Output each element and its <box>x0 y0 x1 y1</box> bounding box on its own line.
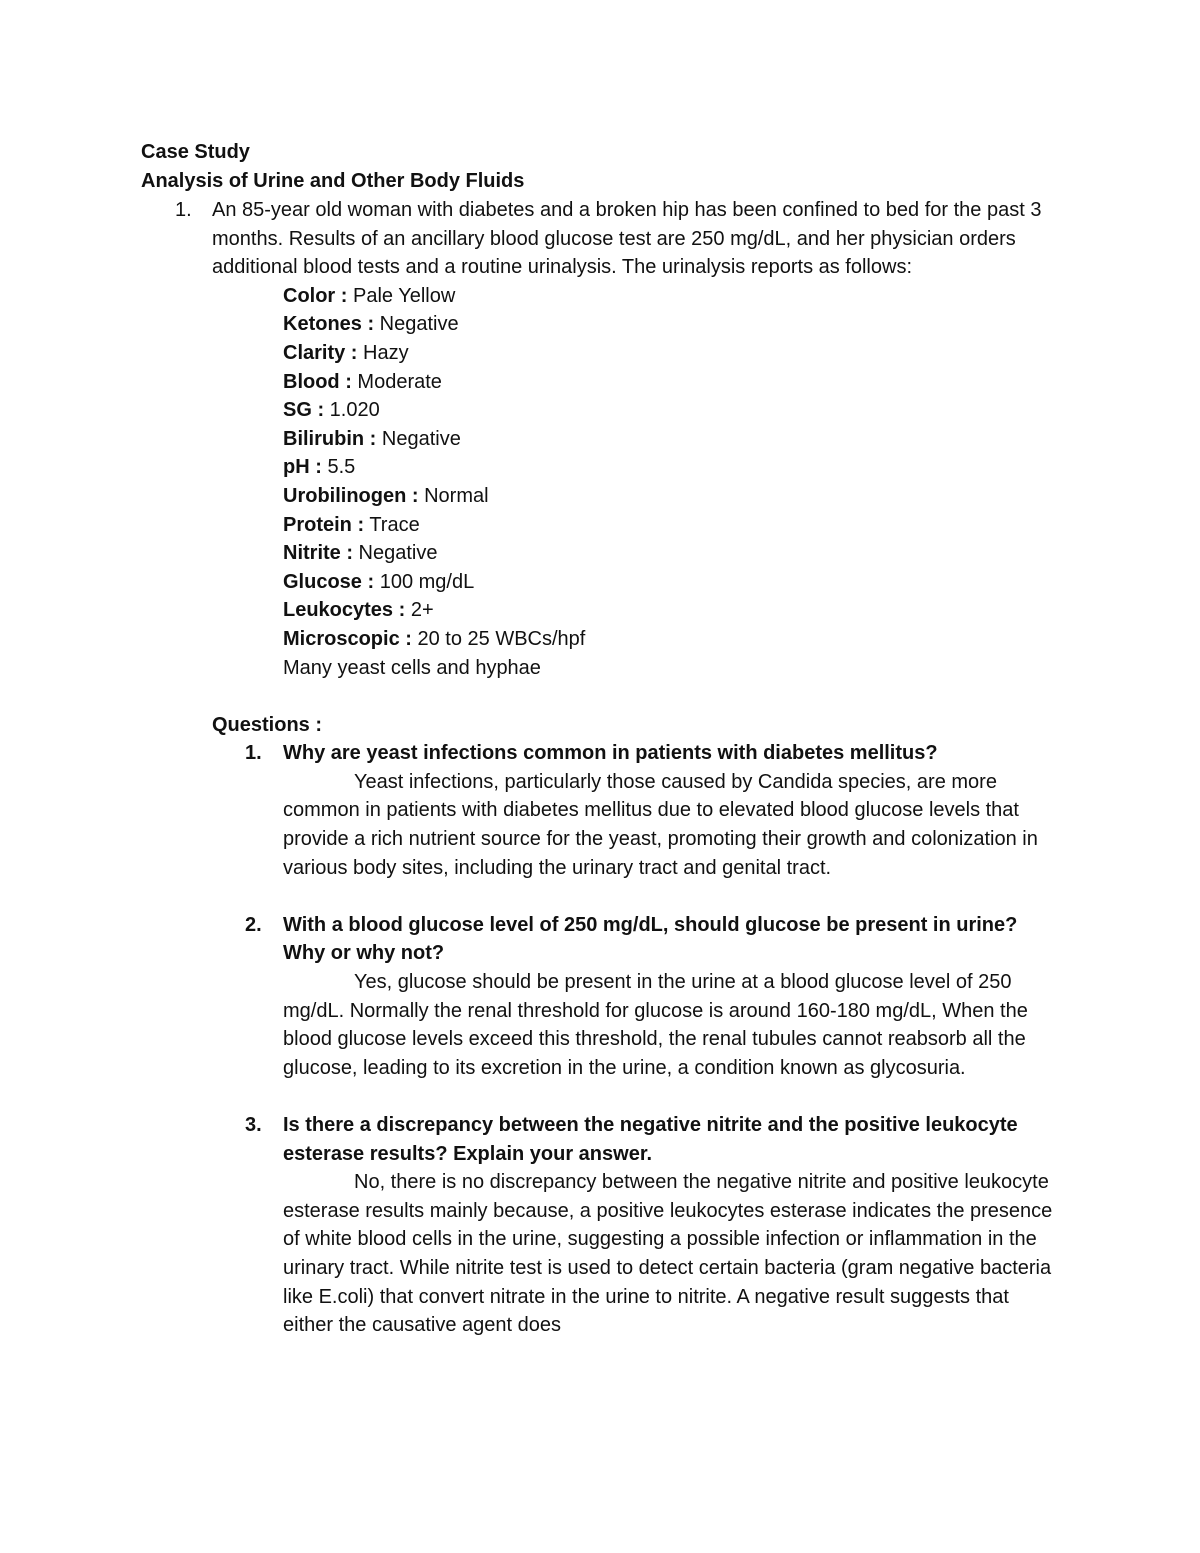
result-label: Glucose : <box>283 570 375 593</box>
results-note: Many yeast cells and hyphae <box>283 656 541 679</box>
result-row <box>283 482 1071 511</box>
question-number: 1. <box>245 742 262 765</box>
result-value: Negative <box>376 427 461 450</box>
result-label: Nitrite : <box>283 542 353 565</box>
result-value: Pale Yellow <box>347 284 456 307</box>
result-value: Negative <box>374 313 459 336</box>
result-value: Hazy <box>357 341 409 364</box>
result-row <box>283 511 1071 540</box>
questions-heading: Questions : <box>212 713 323 736</box>
answer-text: Yes, glucose should be present in the urine at a blood glucose level of 250 mg/dL. Normally the renal threshold for glucose is around 160-180 mg/dL, When the blood glucose levels exceed this threshold, the renal tubules cannot reabsorb all the glucose, leading to its excretion in the urine, a condition known as glycosuria. <box>283 971 1028 1079</box>
result-label: Color : <box>283 284 348 307</box>
result-label: pH : <box>283 456 322 479</box>
answer-text: Yeast infections, particularly those caused by Candida species, are more common in patients with diabetes mellitus due to elevated blood glucose levels that provide a rich nutrient source for the yeast, promoting their growth and colonization in various body sites, including the urinary tract and genital tract. <box>283 770 1038 879</box>
result-row <box>283 539 1071 568</box>
result-row <box>283 310 1071 339</box>
document-subtitle: Analysis of Urine and Other Body Fluids <box>141 170 525 192</box>
result-row <box>283 625 1071 654</box>
result-row <box>283 282 1071 311</box>
result-value: 1.020 <box>324 399 380 422</box>
question-item <box>212 739 1071 882</box>
result-row <box>283 396 1071 425</box>
result-label: Blood : <box>283 370 352 393</box>
question-number: 2. <box>245 913 262 936</box>
result-label: SG : <box>283 399 325 422</box>
questions-section <box>141 711 1071 1340</box>
case-item <box>141 196 1071 282</box>
urinalysis-results <box>141 282 1071 682</box>
case-description: An 85-year old woman with diabetes and a broken hip has been confined to bed for the past 3 months. Results of an ancillary blood glucose test are 250 mg/dL, and her physician orders additional blood tests and a routine urinalysis. The urinalysis reports as follows: <box>212 199 1042 279</box>
result-value: Moderate <box>351 370 442 393</box>
question-text: Is there a discrepancy between the negative nitrite and the positive leukocyte esterase results? Explain your answer. <box>283 1114 1018 1165</box>
document-title: Case Study <box>141 141 250 163</box>
result-row <box>283 339 1071 368</box>
answer-text: No, there is no discrepancy between the negative nitrite and positive leukocyte esterase results mainly because, a positive leukocytes esterase indicates the presence of white blood cells in the urine, suggesting a possible infection or inflammation in the urinary tract. While nitrite test is used to detect certain bacteria (gram negative bacteria like E.coli) that convert nitrate in the urine to nitrite. A negative result suggests that either the causative agent does <box>283 1171 1053 1337</box>
question-text: Why are yeast infections common in patients with diabetes mellitus? <box>283 742 938 765</box>
result-value: Normal <box>418 484 489 507</box>
result-row <box>283 425 1071 454</box>
result-label: Protein : <box>283 513 365 536</box>
question-text: With a blood glucose level of 250 mg/dL, should glucose be present in urine? Why or why not? <box>283 913 1018 965</box>
result-value: Trace <box>364 513 420 536</box>
result-label: Ketones : <box>283 313 375 336</box>
result-label: Urobilinogen : <box>283 484 419 507</box>
result-value: 5.5 <box>321 456 356 479</box>
result-label: Bilirubin : <box>283 427 377 450</box>
result-label: Leukocytes : <box>283 599 406 622</box>
result-value: 20 to 25 WBCs/hpf <box>411 627 586 650</box>
question-item <box>212 911 1071 1083</box>
result-row <box>283 596 1071 625</box>
result-row <box>283 453 1071 482</box>
result-value: 2+ <box>405 599 434 622</box>
result-value: Negative <box>353 542 438 565</box>
document-page <box>141 138 1071 1368</box>
result-row <box>283 568 1071 597</box>
question-item <box>212 1111 1071 1340</box>
result-label: Microscopic : <box>283 627 412 650</box>
result-label: Clarity : <box>283 341 358 364</box>
case-number: 1. <box>175 199 192 221</box>
result-value: 100 mg/dL <box>374 570 475 593</box>
question-number: 3. <box>245 1114 262 1136</box>
result-row <box>283 368 1071 397</box>
